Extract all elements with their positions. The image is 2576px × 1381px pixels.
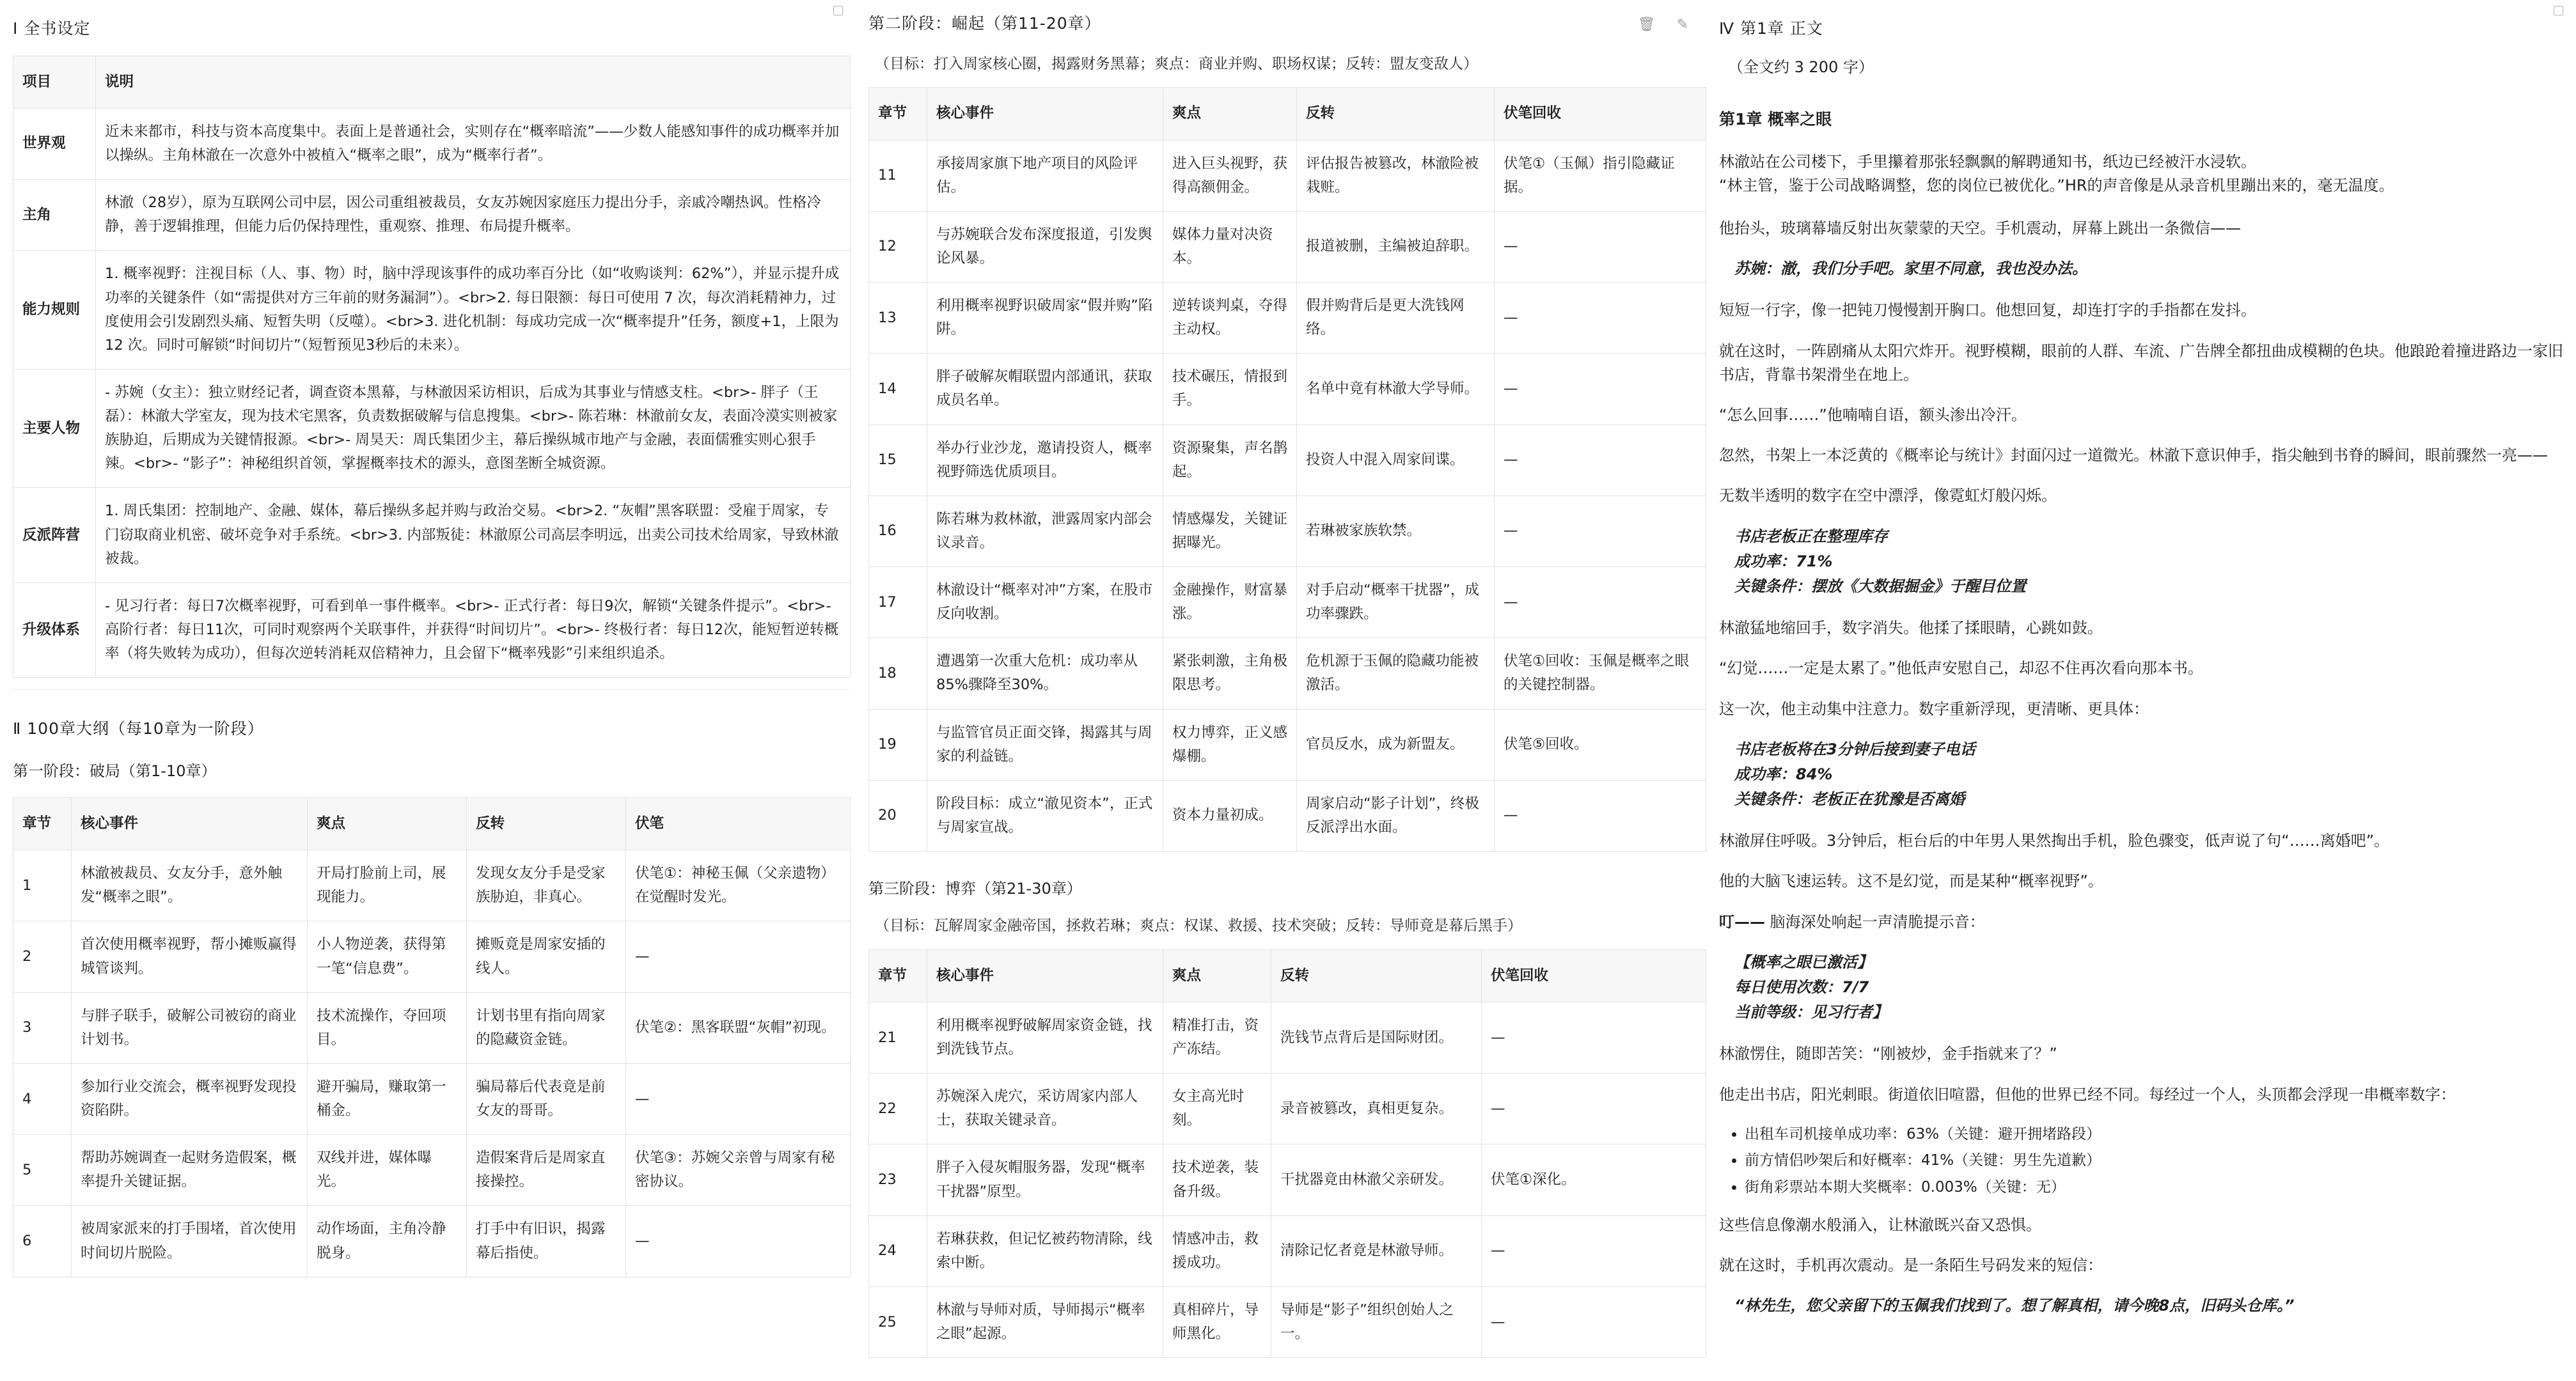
list-item: • 出租车司机接单成功率：63%（关键：避开拥堵路段） (1745, 1123, 2576, 1146)
setting-value: - 苏婉（女主）：独立财经记者，调查资本黑幕，与林澈因采访相识，后成为其事业与情感支柱。<br>- 胖子（王磊）：林澈大学室友，现为技术宅黑客，负责数据破解与信息搜集。<br>- 陈若琳：林澈前女友，表面冷漠实则被家族胁迫，后期成为关键情报源。<br>- 周昊天：周氏集团少主，幕后操纵城市地产与金融，表面儒雅实则心狠手辣。<br>- “影子”：神秘组织首领，掌握概率技术的源头，意图垄断全城资源。 (96, 369, 851, 488)
table-cell: 19 (869, 709, 927, 780)
table-row (13, 992, 851, 1063)
table-cell: 资本力量初成。 (1163, 780, 1297, 851)
table-cell: 报道被删，主编被迫辞职。 (1297, 211, 1495, 282)
paragraph: 忽然，书架上一本泛黄的《概率论与统计》封面闪过一道微光。林澈下意识伸手，指尖触到书脊的瞬间，眼前骤然一亮—— (1719, 446, 2548, 465)
table-cell: 15 (869, 425, 927, 495)
stage-title: 第三阶段：博弈（第21-30章） (868, 880, 1082, 898)
table-cell: 造假案背后是周家直接操控。 (467, 1135, 626, 1206)
table-cell: 苏婉深入虎穴，采访周家内部人士，获取关键录音。 (927, 1073, 1163, 1144)
table-cell: 发现女友分手是受家族胁迫，非真心。 (467, 850, 626, 921)
table-row (13, 180, 851, 251)
paragraph: 林澈站在公司楼下，手里攥着那张轻飘飘的解聘通知书，纸边已经被汗水浸软。 (1719, 152, 2256, 171)
table-cell: 林澈设计“概率对冲”方案，在股市反向收割。 (927, 567, 1163, 638)
table-header: 反转 (1297, 88, 1495, 140)
table-cell: 22 (869, 1073, 927, 1144)
outline-table (868, 949, 1706, 1358)
divider (13, 689, 851, 690)
table-cell: 5 (13, 1135, 72, 1206)
table-cell: 18 (869, 638, 927, 709)
table-cell: 打手中有旧识，揭露幕后指使。 (467, 1206, 626, 1277)
table-cell: 危机源于玉佩的隐藏功能被激活。 (1297, 638, 1495, 709)
table-cell: 真相碎片，导师黑化。 (1163, 1286, 1271, 1357)
paragraph: “幻觉……一定是太累了。”他低声安慰自己，却忍不住再次看向那本书。 (1719, 659, 2203, 678)
table-cell: 逆转谈判桌，夺得主动权。 (1163, 283, 1297, 354)
outline-table (13, 797, 851, 1277)
table-cell: 参加行业交流会，概率视野发现投资陷阱。 (72, 1063, 308, 1134)
table-row (869, 780, 1706, 851)
table-cell: — (1495, 211, 1706, 282)
paragraph: 这一次，他主动集中注意力。数字重新浮现，更清晰、更具体： (1719, 699, 2149, 718)
table-row (869, 1002, 1706, 1073)
table-row (869, 638, 1706, 709)
table-row (869, 1286, 1706, 1357)
chapter-panel (1706, 0, 2576, 1381)
section-title: Ⅰ 全书设定 (13, 19, 91, 38)
setting-key: 主角 (13, 180, 96, 251)
table-cell: 24 (869, 1215, 927, 1286)
setting-value: - 见习行者：每日7次概率视野，可看到单一事件概率。<br>- 正式行者：每日9次，解锁“关键条件提示”。<br>- 高阶行者：每日11次，可同时观察两个关联事件，并获得“时间切片”。<br>- 终极行者：每日12次，能短暂逆转概率（将失败转为成功），但每次逆转消耗双倍精神力，且会留下“概率残影”引来组织追杀。 (96, 582, 851, 677)
edit-icon[interactable]: ✎ (1676, 17, 1688, 33)
table-header: 爽点 (1163, 949, 1271, 1002)
table-header: 爽点 (1163, 88, 1297, 140)
table-cell: 开局打脸前上司，展现能力。 (308, 850, 467, 921)
table-cell: — (1495, 780, 1706, 851)
table-cell: 帮助苏婉调查一起财务造假案，概率提升关键证据。 (72, 1135, 308, 1206)
copy-icon[interactable]: ▢ (2552, 2, 2564, 17)
table-cell: 女主高光时刻。 (1163, 1073, 1271, 1144)
table-cell: 17 (869, 567, 927, 638)
table-cell: 21 (869, 1002, 927, 1073)
table-header: 反转 (467, 798, 626, 850)
prob-line: 成功率：71% (1734, 552, 1833, 570)
table-cell: 骗局幕后代表竟是前女友的哥哥。 (467, 1063, 626, 1134)
table-cell: 情感冲击，救援成功。 (1163, 1215, 1271, 1286)
table-cell: 录音被篡改，真相更复杂。 (1271, 1073, 1482, 1144)
table-cell: 阶段目标：成立“澈见资本”，正式与周家宣战。 (927, 780, 1163, 851)
table-cell: — (1495, 425, 1706, 495)
table-cell: 与胖子联手，破解公司被窃的商业计划书。 (72, 992, 308, 1063)
table-cell: 首次使用概率视野，帮小摊贩赢得城管谈判。 (72, 921, 308, 992)
table-cell: 13 (869, 283, 927, 354)
table-cell: — (1495, 283, 1706, 354)
paragraph: 他的大脑飞速运转。这不是幻觉，而是某种“概率视野”。 (1719, 872, 2103, 891)
list-item: • 前方情侣吵架后和好概率：41%（关键：男生先道歉） (1745, 1150, 2576, 1173)
message-text: 苏婉：澈，我们分手吧。家里不同意，我也没办法。 (1734, 260, 2087, 278)
table-cell: 技术流操作，夺回项目。 (308, 992, 467, 1063)
table-cell: 导师是“影子”组织创始人之一。 (1271, 1286, 1482, 1357)
table-cell: 干扰器竟由林澈父亲研发。 (1271, 1144, 1482, 1215)
table-cell: 林澈被裁员、女友分手，意外触发“概率之眼”。 (72, 850, 308, 921)
table-cell: 利用概率视野识破周家“假并购”陷阱。 (927, 283, 1163, 354)
table-row (13, 251, 851, 370)
table-row (13, 1135, 851, 1206)
settings-panel (0, 0, 856, 1381)
table-cell: 避开骗局，赚取第一桶金。 (308, 1063, 467, 1134)
table-row (869, 1144, 1706, 1215)
prob-line: 书店老板将在3分钟后接到妻子电话 (1734, 740, 1975, 758)
table-cell: — (1482, 1215, 1706, 1286)
table-header: 说明 (96, 56, 851, 108)
table-row (13, 1206, 851, 1277)
table-header: 爽点 (308, 798, 467, 850)
prob-line: 成功率：84% (1734, 765, 1833, 783)
settings-table (13, 56, 851, 678)
setting-value: 1. 概率视野：注视目标（人、事、物）时，脑中浮现该事件的成功率百分比（如“收购谈判：62%”），并显示提升成功率的关键条件（如“需提供对方三年前的财务漏洞”）。<br>2. 每日限额：每日可使用 7 次，每次消耗精神力，过度使用会引发剧烈头痛、短暂失明（反噬）。<br>3. 进化机制：每成功完成一次“概率提升”任务，额度+1，上限为 12 次。同时可解锁“时间切片”（短暂预见3秒后的未来）。 (96, 251, 851, 370)
table-header: 反转 (1271, 949, 1482, 1002)
table-cell: 投资人中混入周家间谍。 (1297, 425, 1495, 495)
table-row (869, 140, 1706, 211)
paragraph-text: 脑海深处响起一声清脆提示音： (1765, 912, 1985, 931)
paragraph: 他抬头，玻璃幕墙反射出灰蒙蒙的天空。手机震动，屏幕上跳出一条微信—— (1719, 219, 2241, 238)
table-cell: 清除记忆者竟是林澈导师。 (1271, 1215, 1482, 1286)
table-cell: 16 (869, 495, 927, 566)
table-cell: 14 (869, 354, 927, 425)
section-title: Ⅳ 第1章 正文 (1719, 19, 1823, 38)
section-title: Ⅱ 100章大纲（每10章为一阶段） (13, 719, 264, 738)
paragraph: 短短一行字，像一把钝刀慢慢割开胸口。他想回复，却连打字的手指都在发抖。 (1719, 301, 2256, 320)
table-cell: 周家启动“影子计划”，终极反派浮出水面。 (1297, 780, 1495, 851)
table-row (869, 425, 1706, 495)
table-cell: 假并购背后是更大洗钱网络。 (1297, 283, 1495, 354)
table-cell: — (1482, 1286, 1706, 1357)
table-row (13, 369, 851, 488)
stage-note: （目标：瓦解周家金融帝国，拯救若琳；爽点：权谋、救援、技术突破；反转：导师竟是幕后黑手） (875, 917, 1522, 935)
table-header: 项目 (13, 56, 96, 108)
setting-key: 主要人物 (13, 369, 96, 488)
table-cell: 金融操作，财富暴涨。 (1163, 567, 1297, 638)
probability-block (1734, 738, 2576, 812)
paragraph: 林澈愣住，随即苦笑：“刚被炒，金手指就来了？” (1719, 1045, 2057, 1063)
system-line: 【概率之眼已激活】 (1734, 953, 1873, 971)
paragraph: 他走出书店，阳光刺眼。街道依旧喧嚣，但他的世界已经不同。每经过一个人，头顶都会浮现一串概率数字： (1719, 1085, 2456, 1104)
prob-line: 书店老板正在整理库存 (1734, 527, 1888, 545)
table-row (13, 1063, 851, 1134)
table-cell: 伏笔③：苏婉父亲曾与周家有秘密协议。 (626, 1135, 851, 1206)
table-cell: 6 (13, 1206, 72, 1277)
table-row (13, 850, 851, 921)
prob-line: 关键条件：老板正在犹豫是否离婚 (1734, 790, 1965, 809)
table-header: 章节 (869, 949, 927, 1002)
delete-icon[interactable]: 🗑 (1637, 17, 1656, 33)
table-cell: 利用概率视野破解周家资金链，找到洗钱节点。 (927, 1002, 1163, 1073)
table-cell: 洗钱节点背后是国际财团。 (1271, 1002, 1482, 1073)
table-header: 章节 (869, 88, 927, 140)
table-cell: 媒体力量对决资本。 (1163, 211, 1297, 282)
setting-key: 升级体系 (13, 582, 96, 677)
table-cell: — (626, 1206, 851, 1277)
copy-icon[interactable]: ▢ (832, 2, 844, 17)
table-cell: 3 (13, 992, 72, 1063)
table-cell: 1 (13, 850, 72, 921)
table-row (869, 211, 1706, 282)
table-row (13, 921, 851, 992)
paragraph: 林澈屏住呼吸。3分钟后，柜台后的中年男人果然掏出手机，脸色骤变，低声说了句“……离婚吧”。 (1719, 832, 2390, 850)
table-cell: 被周家派来的打手围堵，首次使用时间切片脱险。 (72, 1206, 308, 1277)
probability-block (1734, 525, 2576, 599)
table-cell: 技术逆袭，装备升级。 (1163, 1144, 1271, 1215)
table-cell: 举办行业沙龙，邀请投资人，概率视野筛选优质项目。 (927, 425, 1163, 495)
table-cell: 对手启动“概率干扰器”，成功率骤跌。 (1297, 567, 1495, 638)
stage-title: 第二阶段：崛起（第11-20章） (868, 14, 1101, 33)
setting-key: 世界观 (13, 108, 96, 179)
table-cell: 23 (869, 1144, 927, 1215)
table-cell: 摊贩竟是周家安插的线人。 (467, 921, 626, 992)
table-cell: 权力博弈，正义感爆棚。 (1163, 709, 1297, 780)
table-row (869, 283, 1706, 354)
table-cell: 伏笔①深化。 (1482, 1144, 1706, 1215)
word-count: （全文约 3 200 字） (1728, 58, 1874, 76)
table-header: 伏笔回收 (1495, 88, 1706, 140)
table-row (869, 495, 1706, 566)
table-header: 伏笔 (626, 798, 851, 850)
table-cell: 评估报告被篡改，林澈险被栽赃。 (1297, 140, 1495, 211)
stage-title: 第一阶段：破局（第1-10章） (13, 761, 217, 780)
paragraph (1719, 910, 2576, 934)
system-prompt-block (1734, 951, 2576, 1025)
table-row (869, 354, 1706, 425)
table-row (869, 709, 1706, 780)
sound-effect: 叮—— (1719, 912, 1765, 931)
table-cell: 与监管官员正面交锋，揭露其与周家的利益链。 (927, 709, 1163, 780)
setting-value: 近未来都市，科技与资本高度集中。表面上是普通社会，实则存在“概率暗流”——少数人能感知事件的成功概率并加以操纵。主角林澈在一次意外中被植入“概率之眼”，成为“概率行者”。 (96, 108, 851, 179)
system-line: 当前等级：见习行者】 (1734, 1003, 1888, 1022)
paragraph: 林澈猛地缩回手，数字消失。他揉了揉眼睛，心跳如鼓。 (1719, 619, 2103, 637)
table-cell: 精准打击，资产冻结。 (1163, 1002, 1271, 1073)
table-cell: 情感爆发，关键证据曝光。 (1163, 495, 1297, 566)
table-cell: 伏笔①回收：玉佩是概率之眼的关键控制器。 (1495, 638, 1706, 709)
table-row (869, 1215, 1706, 1286)
table-header: 章节 (13, 798, 72, 850)
table-cell: 紧张刺激，主角极限思考。 (1163, 638, 1297, 709)
table-row (869, 567, 1706, 638)
table-cell: 承接周家旗下地产项目的风险评估。 (927, 140, 1163, 211)
table-cell: — (1495, 354, 1706, 425)
table-cell: 陈若琳为救林澈，泄露周家内部会议录音。 (927, 495, 1163, 566)
paragraph: 无数半透明的数字在空中漂浮，像霓虹灯般闪烁。 (1719, 487, 2057, 505)
probability-list (1719, 1123, 2576, 1199)
table-cell: 伏笔⑤回收。 (1495, 709, 1706, 780)
paragraph: 就在这时，手机再次震动。是一条陌生号码发来的短信： (1719, 1256, 2103, 1274)
table-cell: 林澈与导师对质，导师揭示“概率之眼”起源。 (927, 1286, 1163, 1357)
table-cell: 胖子入侵灰帽服务器，发现“概率干扰器”原型。 (927, 1144, 1163, 1215)
table-cell: 11 (869, 140, 927, 211)
paragraph: “怎么回事……”他喃喃自语，额头渗出冷汗。 (1719, 406, 2027, 424)
message-quote (1734, 257, 2576, 281)
table-cell: 计划书里有指向周家的隐藏资金链。 (467, 992, 626, 1063)
table-cell: 与苏婉联合发布深度报道，引发舆论风暴。 (927, 211, 1163, 282)
table-cell: 遭遇第一次重大危机：成功率从85%骤降至30%。 (927, 638, 1163, 709)
table-cell: 名单中竟有林澈大学导师。 (1297, 354, 1495, 425)
table-cell: 动作场面，主角冷静脱身。 (308, 1206, 467, 1277)
outline-table (868, 87, 1706, 852)
system-line: 每日使用次数：7/7 (1734, 978, 1869, 996)
table-cell: — (1495, 567, 1706, 638)
table-cell: 伏笔①：神秘玉佩（父亲遗物）在觉醒时发光。 (626, 850, 851, 921)
table-row (869, 1073, 1706, 1144)
table-cell: 资源聚集，声名鹊起。 (1163, 425, 1297, 495)
table-cell: 伏笔①（玉佩）指引隐藏证据。 (1495, 140, 1706, 211)
table-cell: — (626, 921, 851, 992)
paragraph: “林主管，鉴于公司战略调整，您的岗位已被优化。”HR的声音像是从录音机里蹦出来的，毫无温度。 (1719, 176, 2394, 194)
table-cell: 若琳被家族软禁。 (1297, 495, 1495, 566)
table-cell: 胖子破解灰帽联盟内部通讯，获取成员名单。 (927, 354, 1163, 425)
outline-panel (856, 0, 1706, 1381)
table-cell: 技术碾压，情报到手。 (1163, 354, 1297, 425)
table-row (13, 582, 851, 677)
table-cell: 2 (13, 921, 72, 992)
prob-line: 关键条件：摆放《大数据掘金》于醒目位置 (1734, 577, 2026, 595)
table-cell: 25 (869, 1286, 927, 1357)
setting-value: 1. 周氏集团：控制地产、金融、媒体，幕后操纵多起并购与政治交易。<br>2. “灰帽”黑客联盟：受雇于周家，专门窃取商业机密、破坏竞争对手系统。<br>3. 内部叛徒：林澈原公司高层李明远，出卖公司技术给周家，导致林澈被裁。 (96, 488, 851, 582)
table-cell: 4 (13, 1063, 72, 1134)
sms-text: “林先生，您父亲留下的玉佩我们找到了。想了解真相，请今晚8点，旧码头仓库。” (1734, 1297, 2295, 1315)
table-cell: 进入巨头视野，获得高额佣金。 (1163, 140, 1297, 211)
table-row (13, 108, 851, 179)
table-cell: 小人物逆袭，获得第一笔“信息费”。 (308, 921, 467, 992)
setting-key: 反派阵营 (13, 488, 96, 582)
table-cell: 官员反水，成为新盟友。 (1297, 709, 1495, 780)
table-cell: — (626, 1063, 851, 1134)
paragraph: 这些信息像潮水般涌入，让林澈既兴奋又恐惧。 (1719, 1215, 2041, 1234)
table-cell: 双线并进，媒体曝光。 (308, 1135, 467, 1206)
table-cell: — (1482, 1002, 1706, 1073)
setting-value: 林澈（28岁），原为互联网公司中层，因公司重组被裁员，女友苏婉因家庭压力提出分手，亲戚冷嘲热讽。性格冷静，善于逻辑推理，但能力后仍保持理性，重观察、推理、布局提升概率。 (96, 180, 851, 251)
table-cell: — (1482, 1073, 1706, 1144)
chapter-title: 第1章 概率之眼 (1719, 109, 1832, 129)
table-cell: 伏笔②：黑客联盟“灰帽”初现。 (626, 992, 851, 1063)
setting-key: 能力规则 (13, 251, 96, 370)
table-cell: 20 (869, 780, 927, 851)
stage-note: （目标：打入周家核心圈，揭露财务黑幕；爽点：商业并购、职场权谋；反转：盟友变敌人） (875, 55, 1478, 72)
table-cell: 12 (869, 211, 927, 282)
table-header: 伏笔回收 (1482, 949, 1706, 1002)
paragraph: 就在这时，一阵剧痛从太阳穴炸开。视野模糊，眼前的人群、车流、广告牌全都扭曲成模糊的色块。他踉跄着撞进路边一家旧书店，背靠书架滑坐在地上。 (1719, 341, 2563, 384)
table-header: 核心事件 (72, 798, 308, 850)
table-row (13, 488, 851, 582)
list-item: • 街角彩票站本期大奖概率：0.003%（关键：无） (1745, 1176, 2576, 1199)
table-header: 核心事件 (927, 88, 1163, 140)
table-header: 核心事件 (927, 949, 1163, 1002)
table-cell: — (1495, 495, 1706, 566)
table-cell: 若琳获救，但记忆被药物清除，线索中断。 (927, 1215, 1163, 1286)
